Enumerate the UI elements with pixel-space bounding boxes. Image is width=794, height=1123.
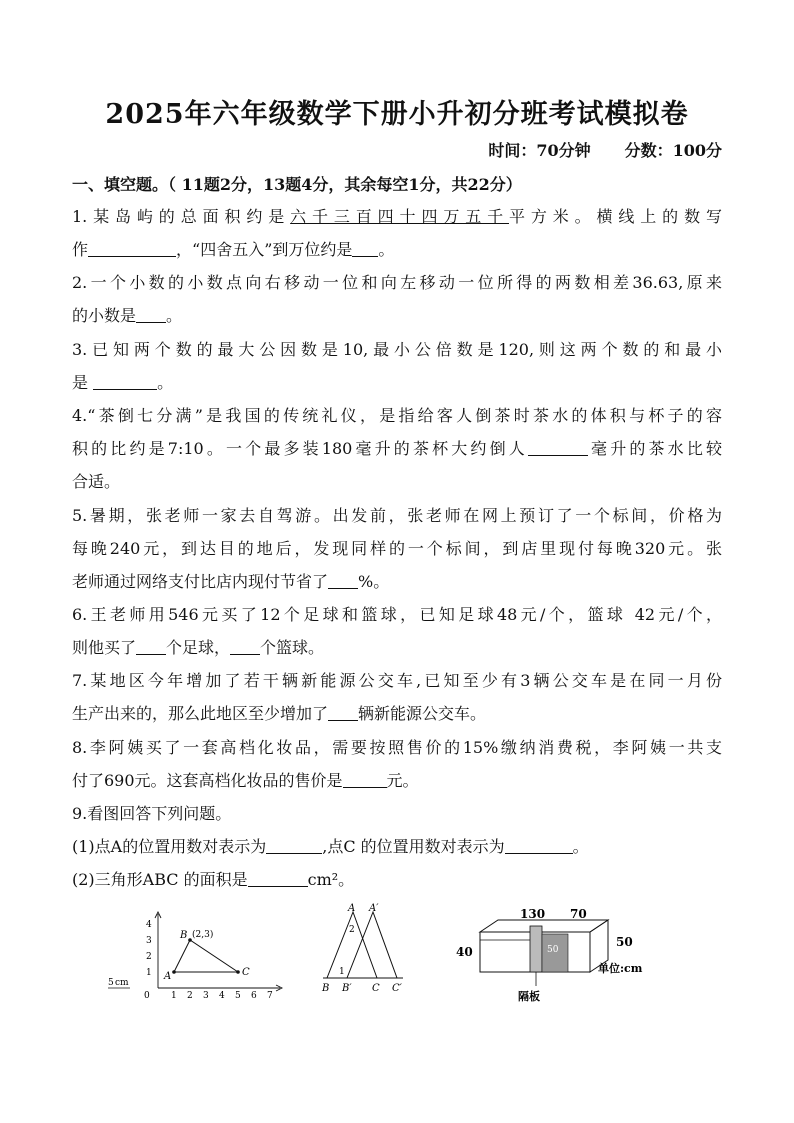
vertex-b-label: B bbox=[322, 983, 330, 994]
x-tick-label: 4 bbox=[219, 991, 225, 1000]
tank-top-face bbox=[480, 920, 608, 932]
answer-blank[interactable] bbox=[343, 769, 387, 788]
answer-blank[interactable] bbox=[352, 238, 378, 257]
unit-label: 单位:cm bbox=[598, 962, 643, 975]
partition-label: 隔板 bbox=[518, 990, 540, 1003]
question-9: 9.看图回答下列问题。 (1)点A的位置用数对表示为 ,点C 的位置用数对表示为 。 (2)三角形ABC 的面积是 cm²。 bbox=[72, 804, 589, 889]
exam-title: 2025年六年级数学下册小升初分班考试模拟卷 bbox=[105, 99, 689, 130]
answer-blank[interactable] bbox=[528, 437, 588, 456]
point-a-label: A bbox=[164, 971, 172, 982]
x-tick-label: 6 bbox=[251, 991, 257, 1000]
tank-height-right-label: 50 bbox=[616, 935, 633, 949]
x-tick-label: 2 bbox=[187, 991, 193, 1000]
vertex-a-prime-label: A′ bbox=[369, 903, 379, 914]
answer-blank[interactable] bbox=[328, 702, 358, 721]
x-tick-label: 5 bbox=[235, 991, 241, 1000]
question-1-line-2: 作 ，“四舍五入”到万位约是 。 bbox=[72, 240, 395, 259]
angle-2-label: 2 bbox=[349, 925, 355, 935]
vertex-a-label: A bbox=[348, 903, 356, 914]
tank-height-left-label: 40 bbox=[456, 945, 473, 959]
vertex-b-prime-label: B′ bbox=[342, 983, 352, 994]
underlined-number-text: 六千三百四十四万五千 bbox=[290, 207, 509, 226]
answer-blank[interactable] bbox=[88, 238, 176, 257]
answer-blank[interactable] bbox=[248, 868, 308, 887]
tank-partition-offset-label: 70 bbox=[570, 907, 587, 921]
x-tick-label: 7 bbox=[267, 991, 273, 1000]
answer-blank[interactable] bbox=[230, 636, 260, 655]
exam-meta bbox=[488, 138, 722, 161]
question-6: 6.王老师用546元买了12个足球和篮球，已知足球48元/个，篮球 42元/个， 则他买了 个足球， 个篮球。 bbox=[72, 605, 722, 657]
water-height-label: 50 bbox=[547, 945, 559, 955]
answer-blank[interactable] bbox=[93, 371, 157, 390]
triangles-figure bbox=[315, 900, 425, 1000]
x-tick-label: 1 bbox=[171, 991, 177, 1000]
total-score: 分数：100分 bbox=[624, 141, 722, 160]
x-tick-label: 0 bbox=[144, 991, 150, 1000]
question-5: 5.暑期，张老师一家去自驾游。出发前，张老师在网上预订了一个标间，价格为 每晚240元，到达目的地后，发现同样的一个标间，到店里现付每晚320元。张 老师通过网络支付比店内现付节省了 %。 bbox=[72, 506, 722, 591]
y-tick-labels bbox=[146, 920, 152, 978]
x-tick-labels bbox=[144, 991, 273, 1000]
vertex-c-label: C bbox=[372, 983, 380, 994]
angle-1-label: 1 bbox=[339, 967, 345, 977]
y-tick-label: 4 bbox=[146, 920, 152, 930]
y-tick-label: 3 bbox=[146, 936, 152, 946]
answer-blank[interactable] bbox=[266, 835, 322, 854]
answer-blank[interactable] bbox=[136, 304, 166, 323]
figures-row bbox=[100, 900, 720, 1010]
coordinate-figure bbox=[100, 900, 300, 1000]
question-2: 2.一个小数的小数点向右移动一位和向左移动一位所得的两数相差36.63,原来 的小数是 。 bbox=[72, 273, 722, 325]
section-heading: 一、填空题。（ 11题2分，13题4分，其余每空1分，共22分） bbox=[72, 175, 522, 194]
point-a bbox=[172, 970, 176, 974]
question-4: 4.“茶倒七分满”是我国的传统礼仪，是指给客人倒茶时茶水的体积与杯子的容 积的比约是7:10。一个最多装180毫升的茶杯大约倒人 毫升的茶水比较 合适。 bbox=[72, 406, 722, 491]
question-8: 8.李阿姨买了一套高档化妆品，需要按照售价的15%缴纳消费税，李阿姨一共支 付了690元。这套高档化妆品的售价是 元。 bbox=[72, 738, 722, 790]
y-tick-label: 1 bbox=[146, 968, 152, 978]
vertex-c-prime-label: C′ bbox=[392, 983, 402, 994]
question-1 bbox=[72, 200, 722, 266]
question-3: 3.已知两个数的最大公因数是10,最小公倍数是120,则这两个数的和最小 是 。 bbox=[72, 340, 722, 392]
tank-figure bbox=[450, 900, 720, 1010]
question-1-line-1: 1.某岛屿的总面积约是六千三百四十四万五千平方米。横线上的数写 bbox=[72, 207, 722, 226]
answer-blank[interactable] bbox=[136, 636, 166, 655]
point-b-label: B bbox=[180, 930, 188, 941]
answer-blank[interactable] bbox=[505, 835, 573, 854]
triangle-abc bbox=[174, 940, 238, 972]
point-b-coord: (2,3) bbox=[192, 930, 214, 940]
point-c bbox=[236, 970, 240, 974]
tank-length-label: 130 bbox=[520, 907, 546, 921]
scale-label-unit: cm bbox=[115, 978, 129, 988]
x-tick-label: 3 bbox=[203, 991, 209, 1000]
point-c-label: C bbox=[242, 967, 250, 978]
scale-label-number: 5 bbox=[108, 978, 114, 988]
triangle-abc-shifted bbox=[347, 912, 397, 978]
time-limit: 时间：70分钟 bbox=[488, 141, 591, 160]
y-tick-label: 2 bbox=[146, 952, 152, 962]
answer-blank[interactable] bbox=[328, 570, 358, 589]
partition-wall bbox=[530, 926, 542, 972]
question-7: 7.某地区今年增加了若干辆新能源公交车,已知至少有3辆公交车是在同一月份 生产出来的，那么此地区至少增加了 辆新能源公交车。 bbox=[72, 671, 722, 723]
